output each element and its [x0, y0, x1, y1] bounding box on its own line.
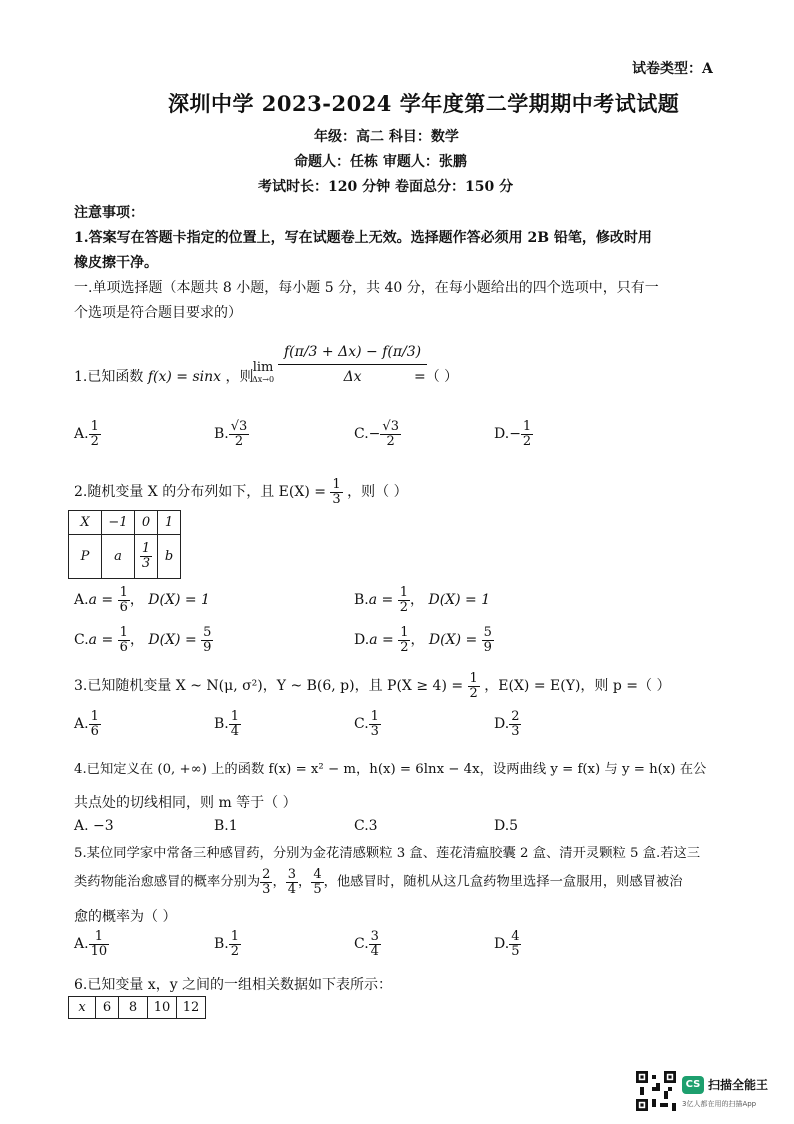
option-label: C.	[354, 426, 369, 443]
option-label: D.	[494, 716, 510, 733]
q3-option-d	[494, 710, 521, 738]
camscanner-logo-icon: CS	[682, 1076, 704, 1094]
q3-stem-pre: 3.已知随机变量 X ~ N(μ, σ²)，Y ~ B(6, p)，且 P(X ≥ 4) =	[74, 678, 464, 695]
q5-line2-post: ，他感冒时，随机从这几盒药物里选择一盒服用，则感冒被治	[323, 874, 683, 890]
scanner-tagline: 3亿人都在用的扫描App	[682, 1100, 757, 1108]
scanner-app-name: 扫描全能王	[708, 1078, 769, 1092]
q1-stem-mid: ，则	[225, 369, 254, 385]
option-label: D.	[494, 426, 510, 443]
q5-stem-line3: 愈的概率为（ ）	[74, 909, 177, 925]
q3-frac-num: 1	[469, 671, 478, 686]
q1-difference-quotient	[278, 340, 427, 385]
q3-stem	[74, 672, 670, 700]
q1-stem-end: =（ ）	[414, 369, 459, 385]
table-cell: 1	[158, 511, 181, 535]
section-heading-line2: 个选项是符合题目要求的）	[74, 305, 242, 321]
q5-stem-line2: 类药物能治愈感冒的概率分别为 $\frac{2}{3}$ ， $\frac{3}{4}$ ， $\frac{4}{5}$ ，他感冒时，随机从这几盒药物里选择一盒服用，则感冒被治	[74, 867, 683, 897]
option-label: D.	[354, 632, 370, 649]
q2-stem-pre: 2.随机变量 X 的分布列如下，且 E(X) =	[74, 484, 326, 501]
option-num: 3	[370, 929, 379, 944]
table-cell: 12	[177, 997, 206, 1019]
q6-stem: 6.已知变量 x，y 之间的一组相关数据如下表所示：	[74, 977, 393, 993]
option-label: C.	[354, 716, 369, 733]
table-cell	[135, 535, 158, 579]
q2-ex-den: 3	[332, 491, 341, 507]
option-den: 2	[522, 433, 532, 449]
option-num: 1	[370, 709, 379, 724]
option-den: 5	[511, 943, 520, 959]
option-num: 1	[522, 419, 532, 434]
option-den: 6	[90, 723, 99, 739]
q4-stem-line2: 共点处的切线相同，则 m 等于（ ）	[74, 795, 297, 811]
option-den: 2	[399, 599, 409, 615]
option-variance: D(X) = 1	[428, 592, 491, 609]
q5-line2-pre: 类药物能治愈感冒的概率分别为	[74, 874, 261, 890]
authors: 命题人：任栋 审题人：张鹏	[294, 154, 467, 170]
q2-option-d: D.a = $\frac{1}{2}$ ， D(X) = $\frac{5}{9}$	[354, 625, 492, 655]
q2-stem-end: ，则（ ）	[347, 484, 408, 501]
q1-stem	[74, 366, 253, 386]
option-label: B.	[214, 936, 229, 953]
option-variance: D(X) =	[428, 632, 478, 649]
option-num: 1	[399, 585, 409, 600]
option-num: 2	[511, 709, 520, 724]
option-label: B.	[214, 716, 229, 733]
option-variance: D(X) = 1	[148, 592, 210, 609]
q3-stem-end: ，E(X) = E(Y)，则 p =（ ）	[484, 678, 671, 695]
q4-stem-line1: 4.已知定义在 (0, +∞) 上的函数 f(x) = x² − m，h(x) = 6lnx − 4x，设两曲线 y = f(x) 与 y = h(x) 在公	[74, 762, 707, 777]
table-cell: X	[69, 511, 102, 535]
option-den: 2	[230, 943, 240, 959]
option-variance: D(X) =	[148, 632, 197, 649]
exam-title: 深圳中学 2023-2024 学年度第二学期期中考试试题	[168, 91, 680, 116]
q1-lim: lim	[252, 360, 274, 375]
p-frac-den: 3	[141, 556, 151, 571]
option-label: A.	[74, 936, 89, 953]
note-item-1-line2: 橡皮擦干净。	[74, 255, 158, 271]
q1-limit	[252, 360, 274, 384]
paper-type: 试卷类型：A	[632, 61, 713, 77]
qr-code-icon	[636, 1071, 676, 1111]
q5-frac-den: 5	[313, 881, 322, 897]
q1-option-d	[494, 420, 533, 448]
q4-option-b: B.1	[214, 818, 238, 834]
q1-lim-sub: Δx→0	[252, 375, 275, 384]
q5-frac-num: 4	[313, 867, 322, 882]
option-num: 1	[230, 929, 240, 944]
option-label: A.	[74, 426, 89, 443]
option-den: 3	[511, 723, 520, 739]
option-num: 1	[119, 625, 128, 640]
option-num: 5	[483, 625, 492, 640]
table-cell: 8	[119, 997, 148, 1019]
option-label: A.	[74, 716, 89, 733]
q5-frac-den: 3	[262, 881, 271, 897]
table-cell: a	[102, 535, 135, 579]
q2-option-c: C.a = $\frac{1}{6}$ ， D(X) = $\frac{5}{9}$	[74, 625, 212, 655]
option-num: 1	[400, 625, 409, 640]
q4-option-c: C.3	[354, 818, 378, 834]
option-num: 4	[511, 929, 520, 944]
grade-subject: 年级：高二 科目：数学	[314, 129, 459, 145]
option-den: 2	[90, 433, 99, 449]
q5-option-b	[214, 930, 241, 958]
q3-frac-den: 2	[469, 685, 478, 701]
q1-option-c	[354, 420, 401, 448]
option-num: √3	[382, 419, 399, 434]
table-cell: −1	[102, 511, 135, 535]
option-num: 1	[90, 419, 99, 434]
option-label: A.	[74, 592, 89, 609]
option-den: 6	[119, 599, 128, 615]
p-frac-num: 1	[141, 541, 151, 557]
q3-option-c	[354, 710, 381, 738]
option-den: 9	[203, 639, 212, 655]
q1-stem-pre: 1.已知函数	[74, 369, 144, 385]
option-label: C.	[74, 632, 89, 649]
table-cell: 6	[96, 997, 119, 1019]
option-den: 2	[234, 433, 244, 449]
q3-option-b	[214, 710, 241, 738]
option-den: 6	[119, 639, 128, 655]
option-num: 1	[90, 709, 99, 724]
option-sign: −	[368, 426, 381, 443]
table-cell: 0	[135, 511, 158, 535]
q5-option-a	[74, 930, 109, 958]
q1-denominator: Δx	[343, 369, 362, 385]
q4-option-d: D.5	[494, 818, 519, 834]
q2-distribution-table	[68, 510, 181, 579]
option-num: 1	[119, 585, 128, 600]
q5-stem-line1: 5.某位同学家中常备三种感冒药，分别为金花清感颗粒 3 盒、莲花清瘟胶囊 2 盒、清开灵颗粒 5 盒.若这三	[74, 846, 701, 861]
q1-option-b	[214, 420, 249, 448]
option-den: 10	[90, 943, 108, 959]
option-den: 4	[230, 723, 240, 739]
option-den: 2	[400, 639, 409, 655]
q1-option-a	[74, 420, 101, 448]
table-cell: x	[69, 997, 96, 1019]
option-label: D.	[494, 936, 510, 953]
q2-stem	[74, 478, 408, 506]
option-num: 1	[89, 930, 110, 945]
option-num: 1	[230, 709, 240, 724]
note-item-1-line1: 1.答案写在答题卡指定的位置上，写在试题卷上无效。选择题作答必须用 2B 铅笔，修改时用	[74, 230, 652, 246]
option-den: 4	[370, 943, 379, 959]
q5-option-d	[494, 930, 521, 958]
option-den: 9	[483, 639, 492, 655]
q2-ex-num: 1	[332, 477, 341, 492]
option-den: 2	[386, 433, 395, 449]
q1-func: f(x) = sinx	[147, 369, 222, 385]
option-den: 3	[370, 723, 379, 739]
q6-data-table	[68, 996, 206, 1019]
option-num: √3	[230, 419, 248, 434]
q2-option-a: A.a = $\frac{1}{6}$ ， D(X) = 1	[74, 585, 210, 615]
option-num: 5	[203, 625, 212, 640]
option-label: C.	[354, 936, 369, 953]
duration-score: 考试时长：120 分钟 卷面总分：150 分	[258, 179, 514, 195]
q5-frac-num: 2	[262, 867, 271, 882]
q1-numerator: f(π/3 + Δx) − f(π/3)	[278, 340, 427, 365]
section-heading-line1: 一.单项选择题（本题共 8 小题，每小题 5 分，共 40 分，在每小题给出的四个选项中，只有一	[74, 280, 659, 296]
q3-option-a	[74, 710, 101, 738]
q5-option-c	[354, 930, 381, 958]
option-sign: −	[509, 426, 521, 443]
q5-frac-num: 3	[287, 867, 297, 882]
table-cell: 10	[148, 997, 177, 1019]
q4-option-a: A. −3	[74, 818, 114, 834]
table-cell: P	[69, 535, 102, 579]
q5-frac-den: 4	[287, 881, 297, 897]
table-cell: b	[158, 535, 181, 579]
notes-heading: 注意事项：	[74, 205, 144, 221]
q2-option-b: B.a = $\frac{1}{2}$ ， D(X) = 1	[354, 585, 491, 615]
option-label: B.	[354, 592, 369, 609]
option-label: B.	[214, 426, 229, 443]
